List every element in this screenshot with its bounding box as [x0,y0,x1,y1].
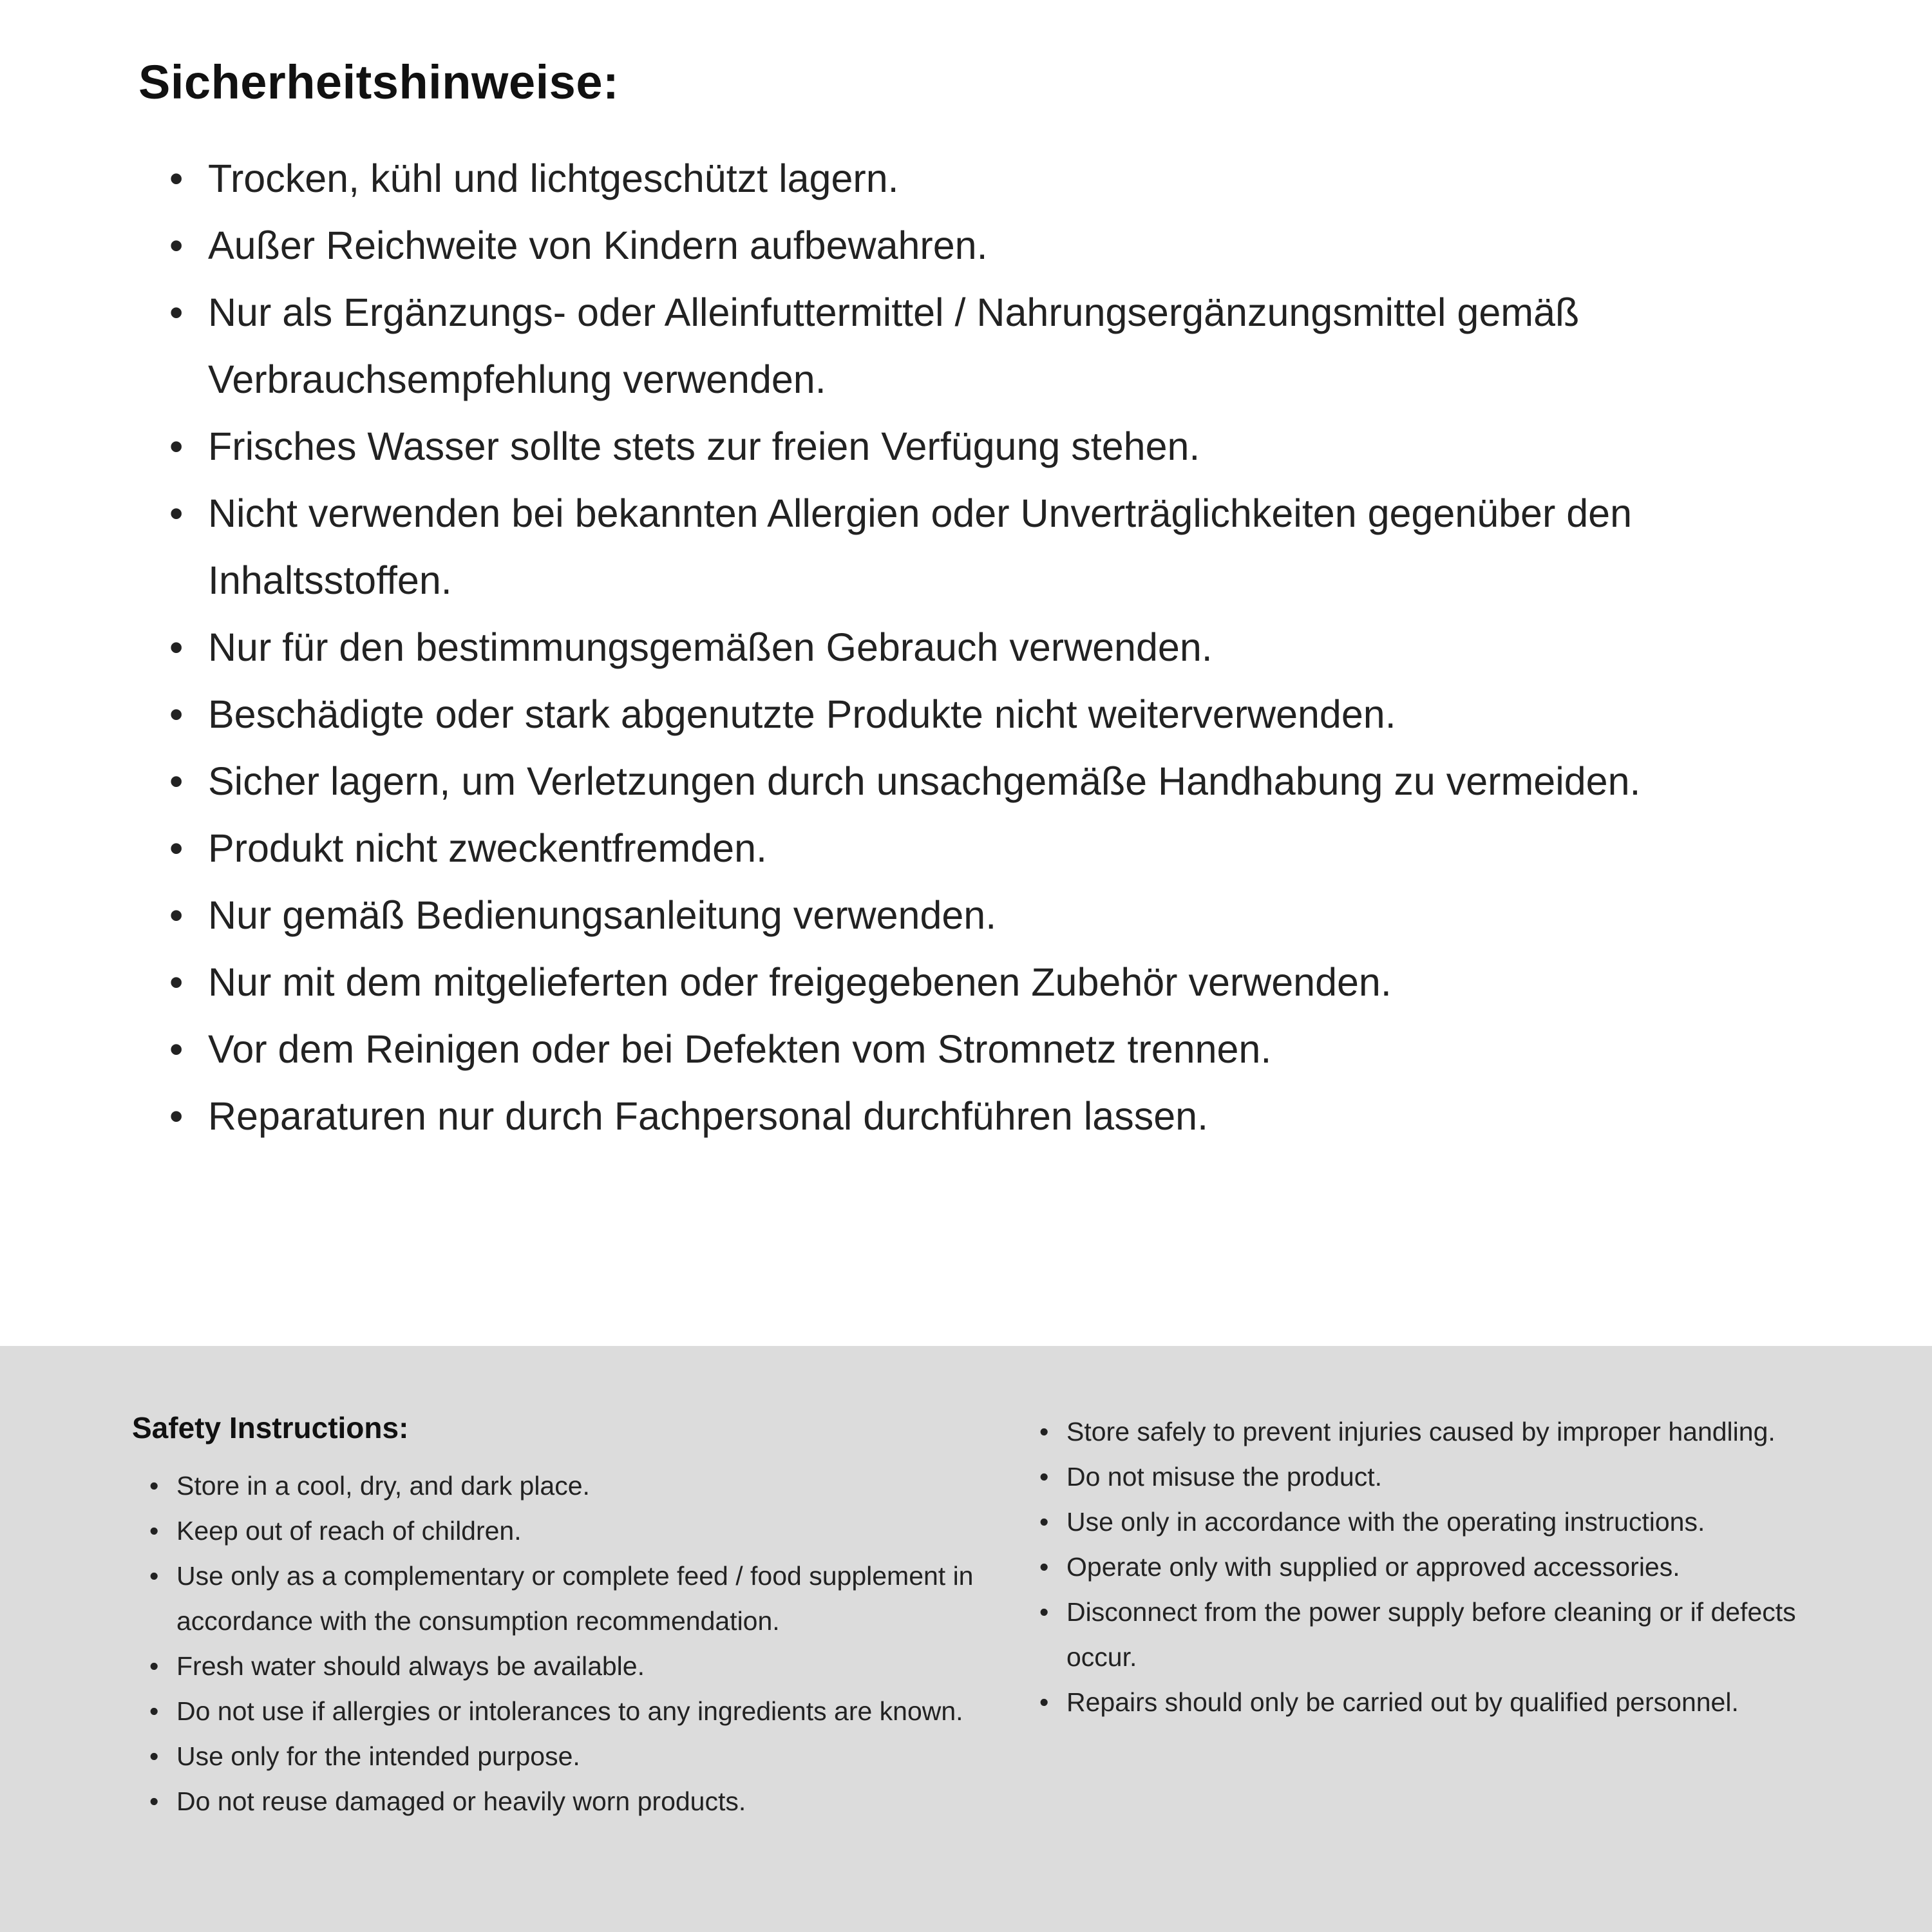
list-item: • Do not use if allergies or intolerances to any ingredients are known. [147,1689,990,1734]
list-item: • Produkt nicht zweckentfremden. [164,815,1826,882]
list-item: • Store in a cool, dry, and dark place. [147,1463,990,1508]
list-item: • Frisches Wasser sollte stets zur freien Verfügung stehen. [164,413,1826,480]
list-item: • Keep out of reach of children. [147,1508,990,1553]
list-item: • Use only for the intended purpose. [147,1734,990,1779]
list-item: • Store safely to prevent injuries caused by improper handling. [1037,1409,1855,1454]
list-item: • Fresh water should always be available. [147,1643,990,1689]
list-item: • Operate only with supplied or approved accessories. [1037,1544,1855,1589]
list-item: • Do not reuse damaged or heavily worn products. [147,1779,990,1824]
german-section-title: Sicherheitshinweise: [138,55,620,109]
list-item: • Nur gemäß Bedienungsanleitung verwenden. [164,882,1826,949]
list-item: • Nur für den bestimmungsgemäßen Gebrauch verwenden. [164,614,1826,681]
list-item: • Trocken, kühl und lichtgeschützt lagern. [164,145,1826,212]
list-item: • Reparaturen nur durch Fachpersonal durchführen lassen. [164,1083,1826,1150]
list-item: • Repairs should only be carried out by qualified personnel. [1037,1680,1855,1725]
list-item: • Vor dem Reinigen oder bei Defekten vom Stromnetz trennen. [164,1016,1826,1083]
german-safety-list [164,145,1826,1150]
list-item: • Nur mit dem mitgelieferten oder freigegebenen Zubehör verwenden. [164,949,1826,1016]
list-item: • Beschädigte oder stark abgenutzte Produkte nicht weiterverwenden. [164,681,1826,748]
english-safety-section [0,1346,1932,1932]
english-safety-list-right [1037,1409,1855,1725]
list-item: • Nicht verwenden bei bekannten Allergien oder Unverträglichkeiten gegenüber den Inhaltsstoffen. [164,480,1826,614]
list-item: • Außer Reichweite von Kindern aufbewahren. [164,212,1826,279]
list-item: • Use only as a complementary or complete feed / food supplement in accordance with the consumption recommendation. [147,1553,990,1643]
list-item: • Nur als Ergänzungs- oder Alleinfuttermittel / Nahrungsergänzungsmittel gemäß Verbrauchsempfehlung verwenden. [164,279,1826,413]
list-item: • Disconnect from the power supply before cleaning or if defects occur. [1037,1589,1855,1680]
english-section-title: Safety Instructions: [132,1411,409,1444]
english-safety-list-left [147,1463,990,1824]
list-item: • Do not misuse the product. [1037,1454,1855,1499]
list-item: • Use only in accordance with the operating instructions. [1037,1499,1855,1544]
list-item: • Sicher lagern, um Verletzungen durch unsachgemäße Handhabung zu vermeiden. [164,748,1826,815]
